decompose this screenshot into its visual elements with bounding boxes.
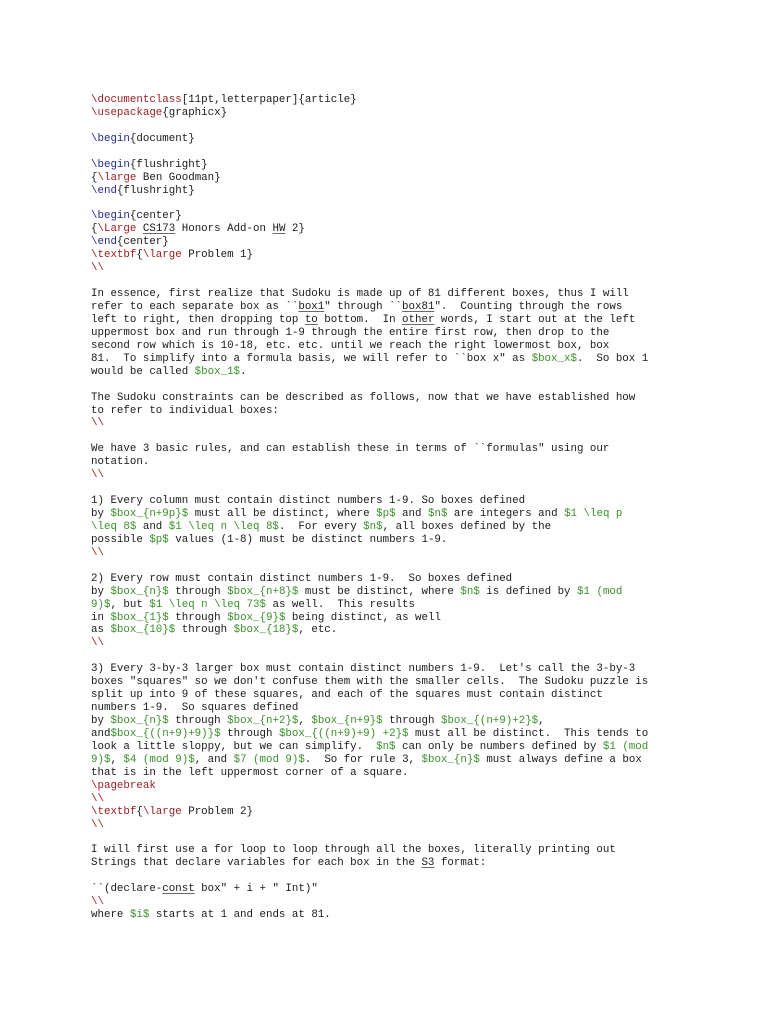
math-expression: $p$	[149, 533, 169, 546]
text-span: must all be distinct. This tends to	[408, 727, 649, 740]
source-line	[91, 883, 648, 896]
source-line	[91, 599, 648, 612]
text-span: numbers 1-9. So squares defined	[91, 702, 299, 715]
math-expression: $1 \leq n \leq 73$	[149, 598, 266, 611]
source-line	[91, 754, 648, 767]
math-expression: $n$	[460, 585, 480, 598]
text-span: possible	[91, 533, 150, 546]
text-span: . So for rule 3,	[304, 753, 422, 766]
text-span: , but	[110, 598, 150, 611]
text-span: through	[220, 727, 279, 740]
math-expression: $box_{1}$	[110, 611, 169, 624]
text-span: {flushright}	[129, 158, 208, 171]
text-span: words, I start out at the left	[434, 313, 636, 326]
text-span: and	[91, 727, 111, 740]
source-line	[91, 107, 648, 120]
source-line	[91, 133, 648, 146]
latex-command: \\	[91, 262, 104, 275]
text-span: through	[168, 585, 228, 598]
text-span: by	[91, 508, 111, 520]
math-expression: $1 (mod	[602, 740, 649, 753]
math-expression: $n$	[427, 508, 448, 520]
text-span: {center}	[116, 236, 169, 249]
latex-environment: \end	[91, 236, 117, 249]
source-line	[91, 275, 648, 288]
text-span: {flushright}	[116, 184, 195, 197]
text-span: to refer to individual boxes:	[91, 404, 279, 417]
spellcheck-word: to	[304, 313, 318, 326]
text-span: {	[91, 223, 98, 236]
source-line	[91, 249, 648, 262]
source-line	[91, 495, 648, 508]
text-span: Honors Add-on	[175, 223, 273, 236]
text-span: values (1-8) must be distinct numbers 1-9.	[168, 533, 448, 546]
text-span: and	[136, 520, 169, 533]
text-span: must all be distinct, where	[188, 508, 377, 520]
text-span: uppermost box and run through 1-9 through the entire first row, then drop to the	[91, 326, 610, 339]
text-span: The Sudoku constraints can be described as follows, now that we have established how	[91, 391, 636, 404]
text-span: {center}	[129, 210, 182, 223]
latex-source-editor[interactable]	[91, 94, 648, 922]
math-expression: $box_{(n+9)+2}$	[440, 715, 539, 727]
text-span: 3) Every 3-by-3 larger box must contain distinct numbers 1-9. Let's call the 3-by-3	[91, 663, 636, 676]
source-line	[91, 560, 648, 573]
latex-command: \documentclass	[91, 94, 182, 106]
source-line	[91, 650, 648, 663]
math-expression: $box_{((n+9)+9) +2}$	[278, 727, 409, 740]
source-line	[91, 521, 648, 534]
source-line	[91, 223, 648, 236]
latex-command: \\	[91, 417, 104, 430]
source-line	[91, 741, 648, 754]
text-span: look a little sloppy, but we can simplify.	[91, 740, 377, 753]
math-expression: \leq 8$	[91, 520, 137, 533]
source-line	[91, 780, 648, 793]
text-span: must be distinct, where	[298, 585, 461, 598]
text-span: 81. To simplify into a formula basis, we will refer to ``box x" as	[91, 352, 532, 365]
latex-command: \Large	[97, 223, 137, 236]
text-span: by	[91, 585, 111, 598]
latex-command: \large	[142, 805, 182, 818]
text-span: {document}	[129, 132, 195, 145]
source-line	[91, 314, 648, 327]
spellcheck-word: box1	[298, 301, 325, 313]
source-line	[91, 793, 648, 806]
text-span: notation.	[91, 456, 150, 469]
math-expression: $7 (mod 9)$	[233, 753, 305, 766]
text-span: being distinct, as well	[285, 611, 441, 624]
source-line	[91, 728, 648, 741]
text-span: . For every	[278, 520, 364, 533]
text-span: refer to each separate box as ``	[91, 301, 299, 313]
text-span: {	[136, 805, 143, 818]
text-span: through	[168, 611, 228, 624]
text-span: . So box 1	[576, 352, 649, 365]
text-span: through	[168, 715, 228, 727]
text-span: as well. This results	[265, 598, 416, 611]
math-expression: $4 (mod 9)$	[123, 753, 195, 766]
source-line	[91, 198, 648, 211]
source-line	[91, 172, 648, 185]
source-line	[91, 637, 648, 650]
source-line	[91, 909, 648, 922]
source-line	[91, 159, 648, 172]
text-span: boxes "squares" so we don't confuse them with the smaller cells. The Sudoku puzzle is	[91, 676, 649, 689]
math-expression: $box_{18}$	[233, 624, 299, 637]
text-span: [11pt,letterpaper]{article}	[181, 94, 357, 106]
text-span: {graphicx}	[162, 106, 228, 119]
source-line	[91, 366, 648, 379]
source-line	[91, 288, 648, 301]
source-line	[91, 702, 648, 715]
spellcheck-word: HW	[272, 223, 286, 236]
source-line	[91, 443, 648, 456]
text-span: ,	[298, 715, 312, 727]
latex-command: \\	[91, 896, 104, 909]
math-expression: $box_{n+9p}$	[110, 508, 189, 520]
source-line	[91, 353, 648, 366]
text-span: 1) Every column must contain distinct numbers 1-9. So boxes defined	[91, 495, 526, 508]
source-line	[91, 456, 648, 469]
source-line	[91, 676, 648, 689]
math-expression: $box_{n+8}$	[227, 585, 299, 598]
source-line	[91, 94, 648, 107]
text-span: starts at 1 and ends at 81.	[149, 909, 331, 922]
source-line	[91, 534, 648, 547]
text-span: format:	[434, 857, 487, 870]
math-expression: $1 \leq p	[564, 508, 623, 520]
source-line	[91, 120, 648, 133]
spellcheck-word: S3	[421, 857, 435, 870]
text-span: as	[91, 624, 111, 637]
latex-command: \\	[91, 546, 104, 559]
text-span: by	[91, 715, 111, 727]
latex-environment: \begin	[91, 158, 130, 171]
source-line	[91, 715, 648, 728]
text-span: second row which is 10-18, etc. etc. until we reach the right lowermost box, box	[91, 339, 610, 352]
text-span: Problem 1}	[181, 249, 254, 262]
text-span: where	[91, 909, 130, 922]
source-line	[91, 146, 648, 159]
text-span: box" + i + " Int)"	[194, 883, 318, 896]
text-span: , and	[194, 753, 234, 766]
source-line	[91, 392, 648, 405]
math-expression: $box_{n}$	[421, 753, 480, 766]
math-expression: 9)$	[91, 753, 111, 766]
latex-command: \\	[91, 469, 104, 482]
text-span: 2}	[285, 223, 305, 236]
math-expression: $i$	[129, 909, 150, 922]
source-line	[91, 573, 648, 586]
source-line	[91, 236, 648, 249]
text-span: We have 3 basic rules, and can establish these in terms of ``formulas" using our	[91, 443, 610, 456]
source-line	[91, 896, 648, 909]
text-span: through	[382, 715, 441, 727]
source-line	[91, 870, 648, 883]
math-expression: $box_{9}$	[227, 611, 286, 624]
source-line	[91, 340, 648, 353]
source-line	[91, 689, 648, 702]
text-span: are integers and	[447, 508, 565, 520]
source-line	[91, 417, 648, 430]
text-span: in	[91, 611, 111, 624]
math-expression: $box_x$	[531, 352, 577, 365]
text-span: split up into 9 of these squares, and each of the squares must contain distinct	[91, 689, 603, 702]
source-line	[91, 586, 648, 599]
math-expression: $box_{n+2}$	[227, 715, 299, 727]
source-line	[91, 767, 648, 780]
text-span: , etc.	[298, 624, 338, 637]
text-span: ,	[538, 715, 545, 727]
source-line	[91, 831, 648, 844]
math-expression: $box_1$	[194, 365, 241, 378]
source-line	[91, 857, 648, 870]
spellcheck-word: CS173	[142, 223, 176, 236]
spellcheck-word: other	[402, 313, 435, 326]
source-line	[91, 663, 648, 676]
source-line	[91, 612, 648, 625]
text-span: Problem 2}	[181, 805, 254, 818]
spellcheck-word: box81	[402, 301, 435, 313]
latex-command: \textbf	[91, 249, 137, 262]
source-line	[91, 262, 648, 275]
text-span: ``(declare-	[91, 883, 163, 896]
text-span: .	[240, 365, 247, 378]
text-span: I will first use a for loop to loop through all the boxes, literally printing out	[91, 844, 616, 857]
source-line	[91, 405, 648, 418]
latex-command: \usepackage	[91, 106, 163, 119]
text-span: bottom. In	[317, 313, 403, 326]
math-expression: $box_{n+9}$	[311, 715, 383, 727]
source-line	[91, 210, 648, 223]
text-span: Ben Goodman}	[136, 171, 221, 184]
source-line	[91, 508, 648, 521]
source-line	[91, 301, 648, 314]
text-span: that is in the left uppermost corner of a square.	[91, 766, 409, 779]
source-line	[91, 482, 648, 495]
source-line	[91, 547, 648, 560]
source-line	[91, 844, 648, 857]
spellcheck-word: const	[162, 883, 195, 896]
math-expression: $box_{n}$	[110, 585, 169, 598]
latex-command: \textbf	[91, 805, 137, 818]
latex-environment: \begin	[91, 210, 130, 223]
math-expression: $1 \leq n \leq 8$	[168, 520, 279, 533]
math-expression: $p$	[376, 508, 396, 520]
math-expression: $n$	[363, 520, 383, 533]
text-span: would be called	[91, 365, 195, 378]
source-line	[91, 469, 648, 482]
text-span: Strings that declare variables for each box in the	[91, 857, 422, 870]
latex-command: \large	[97, 171, 137, 184]
text-span: ,	[110, 753, 124, 766]
text-span: 2) Every row must contain distinct numbers 1-9. So boxes defined	[91, 572, 513, 585]
text-span: must always define a box	[479, 753, 642, 766]
math-expression: $box_{((n+9)+9)}$	[110, 727, 221, 740]
text-span: left to right, then dropping top	[91, 313, 305, 326]
math-expression: 9)$	[91, 598, 111, 611]
text-span: {	[136, 249, 143, 262]
source-line	[91, 327, 648, 340]
text-span: through	[175, 624, 234, 637]
latex-command: \\	[91, 792, 104, 805]
source-line	[91, 430, 648, 443]
source-line	[91, 379, 648, 392]
text-span: , all boxes defined by the	[382, 520, 552, 533]
text-span: {	[91, 171, 98, 184]
text-span: can only be numbers defined by	[395, 740, 603, 753]
latex-command: \\	[91, 637, 104, 650]
source-line	[91, 185, 648, 198]
math-expression: $1 (mod	[577, 585, 623, 598]
latex-command: \\	[91, 818, 104, 831]
latex-command: \pagebreak	[91, 779, 156, 792]
text-span: In essence, first realize that Sudoku is made up of 81 different boxes, thus I will	[91, 288, 629, 301]
math-expression: $n$	[376, 740, 396, 753]
latex-environment: \end	[91, 184, 117, 197]
source-line	[91, 819, 648, 832]
text-span: " through ``	[324, 301, 403, 313]
math-expression: $box_{10}$	[110, 624, 176, 637]
text-span: and	[395, 508, 428, 520]
source-line	[91, 806, 648, 819]
source-line	[91, 624, 648, 637]
text-span: is defined by	[479, 585, 578, 598]
math-expression: $box_{n}$	[110, 715, 169, 727]
latex-command: \large	[142, 249, 182, 262]
text-span: ". Counting through the rows	[434, 301, 623, 313]
latex-environment: \begin	[91, 132, 130, 145]
